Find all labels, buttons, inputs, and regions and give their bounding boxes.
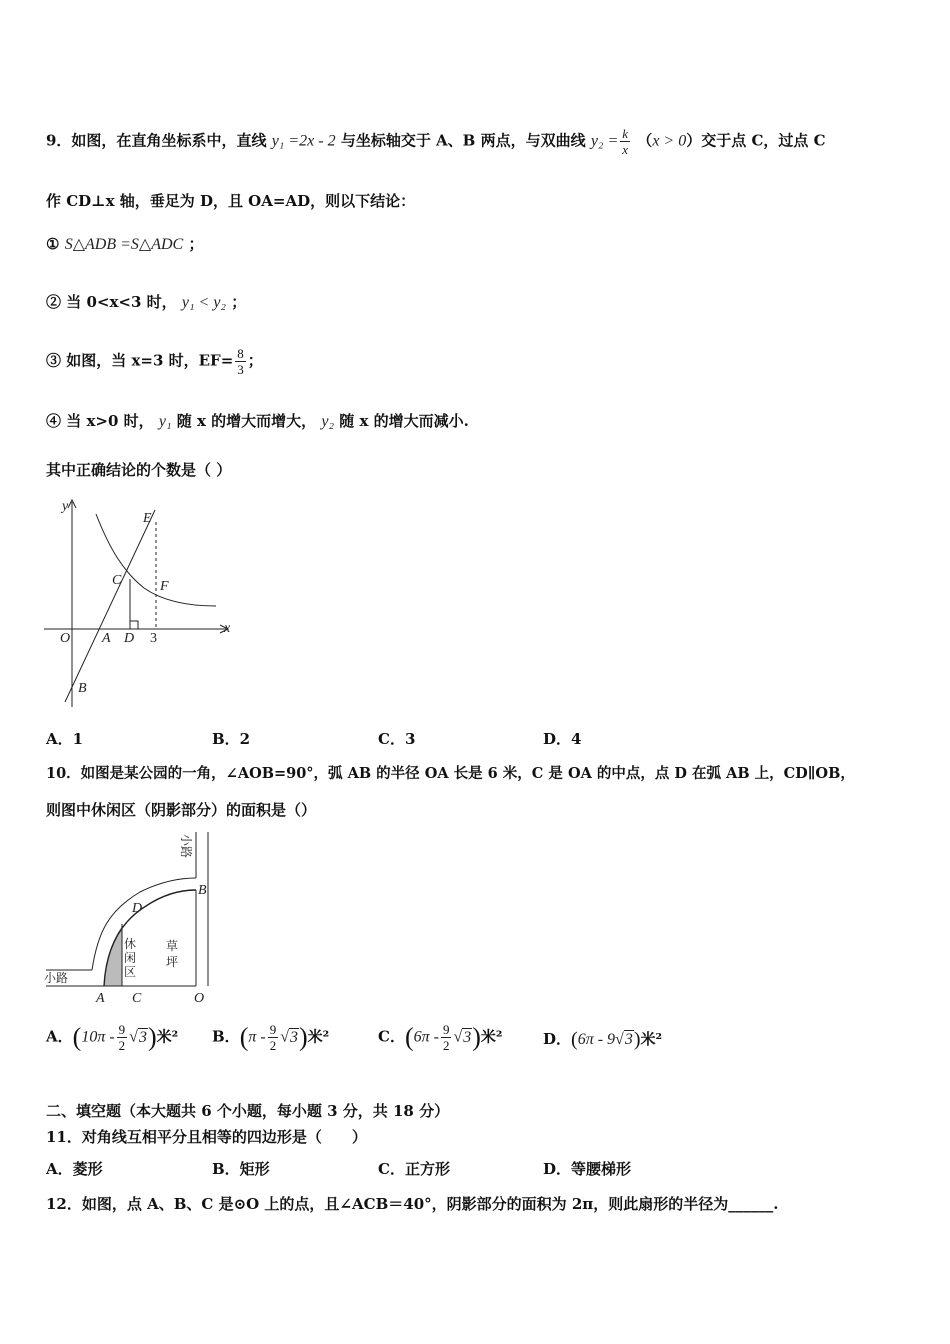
label-a: A [96,991,105,1006]
q9-option-d[interactable]: D．4 [543,730,582,748]
label-rest-1: 休 [124,937,137,951]
q11-option-d[interactable]: D．等腰梯形 [543,1160,632,1178]
q9-conclusion-3: ③ 如图，当 x=3 时，EF= $\frac{8}{3}$ ； [46,346,263,377]
q9-question: 其中正确结论的个数是（ ） [46,461,232,479]
q9-line-equation: y₁ =2x - 2 [271,132,336,150]
q9-line2: 作 CD⊥x 轴，垂足为 D，且 OA=AD，则以下结论： [46,192,416,210]
q9-condition: x > 0 [652,132,687,150]
q9-text-a: 9．如图，在直角坐标系中，直线 [46,131,267,150]
q9-text-b: 与坐标轴交于 A、B 两点，与双曲线 [340,131,586,150]
line-y1 [65,510,155,702]
q11-option-b[interactable]: B．矩形 [212,1160,270,1178]
q9-conclusion-2: ② 当 0<x<3 时， y₁ < y₂ ； [46,293,247,311]
label-d: D [132,901,143,916]
q10-option-d[interactable]: D．(6π - 9√3)米² [543,1028,663,1051]
label-c: C [132,991,142,1006]
q11-option-c[interactable]: C．正方形 [378,1160,450,1178]
q9-option-a[interactable]: A．1 [46,730,84,748]
section-2-heading: 二、填空题（本大题共 6 个小题，每小题 3 分，共 18 分） [46,1102,450,1120]
label-y: y [62,499,69,514]
q9-conclusion-1: ① S△ADB =S△ADC ； [46,235,204,253]
q9-inequality: y₁ < y₂ [181,294,226,311]
q11-text: 11．对角线互相平分且相等的四边形是（ ） [46,1128,367,1146]
q10-option-c[interactable]: C．(6π - $\frac{9}{2}$ √3)米² [378,1022,503,1053]
label-rest-2: 闲 [124,951,137,965]
label-o: O [60,631,71,646]
label-f: F [160,579,169,594]
q10-line1: 10．如图是某公园的一角，∠AOB=90°，弧 AB 的半径 OA 长是 6 米，C 是 OA 的中点，点 D 在弧 AB 上，CD∥OB， [46,765,855,782]
label-road-left: 小路 [44,971,69,985]
q9-conclusion-4: ④ 当 x>0 时， y₁ 随 x 的增大而增大， y₂ 随 x 的增大而减小. [46,412,469,430]
label-b: B [198,883,207,898]
label-x: x [224,621,231,636]
q12-text: 12．如图，点 A、B、C 是⊙O 上的点，且∠ACB＝40°，阴影部分的面积为 2π，则此扇形的半径为______. [46,1195,779,1213]
q9-hyperbola-fraction: $\frac{k}{x}$ [622,126,629,157]
label-grass-2: 坪 [166,955,179,969]
q9-ef-fraction: $\frac{8}{3}$ [237,346,244,377]
q9-option-c[interactable]: C．3 [378,730,416,748]
label-d: D [124,631,135,646]
right-angle-mark [130,621,138,629]
label-grass-1: 草 [166,939,179,953]
q9-line1: 9．如图，在直角坐标系中，直线 y₁ =2x - 2 与坐标轴交于 A、B 两点，与双曲线 y₂ = $\frac{k}{x}$ （x > 0）交于点 C，过点 C [46,126,826,157]
q11-option-a[interactable]: A．菱形 [46,1160,103,1178]
label-rest-3: 区 [124,965,137,979]
label-road-top-1: 小路 [179,834,193,859]
q9-area-equation: S△ADB =S△ADC [64,236,184,253]
q9-hyperbola-left: y₂ = [590,132,619,150]
q10-option-b[interactable]: B．(π - $\frac{9}{2}$ √3)米² [212,1022,330,1053]
label-c: C [112,573,122,588]
q10-line2: 则图中休闲区（阴影部分）的面积是（） [46,801,317,819]
label-e: E [143,511,152,526]
label-b: B [78,681,87,696]
q9-option-b[interactable]: B．2 [212,730,251,748]
q9-figure [40,492,240,714]
label-o: O [194,991,205,1006]
q10-option-a[interactable]: A．(10π - $\frac{9}{2}$ √3)米² [46,1022,179,1053]
label-a: A [102,631,111,646]
q10-figure [40,830,220,1008]
rest-area-shading [104,926,122,986]
label-3: 3 [150,631,157,646]
